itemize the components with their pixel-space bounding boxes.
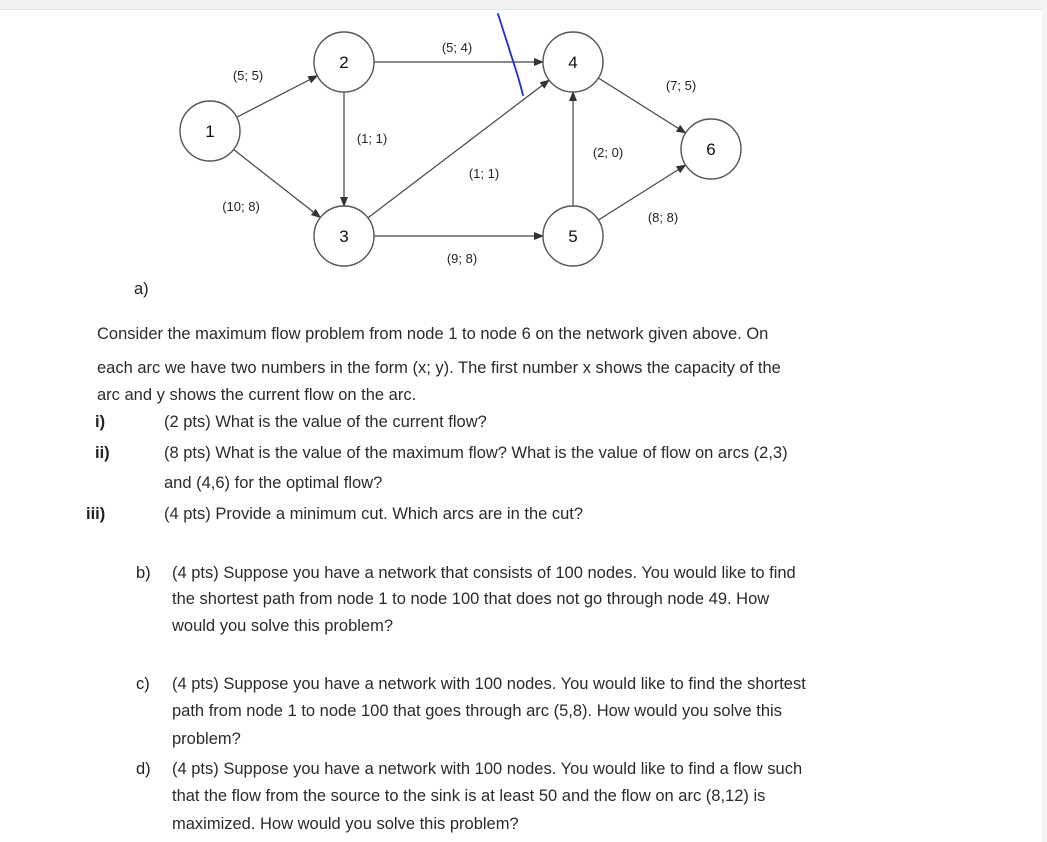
node-1 xyxy=(180,101,240,161)
node-label: 1 xyxy=(205,122,215,141)
network-diagram xyxy=(0,0,1047,300)
part-a-intro-line-1: Consider the maximum flow problem from node 1 to node 6 on the network given above. On xyxy=(97,325,769,343)
part-a-intro-line-2: each arc we have two numbers in the form (x; y). The first number x shows the capacity of the xyxy=(97,359,781,377)
node-label: 5 xyxy=(568,227,578,246)
part-a-intro-line-3: arc and y shows the current flow on the arc. xyxy=(97,386,417,404)
node-label: 6 xyxy=(706,140,716,159)
node-2 xyxy=(314,32,374,92)
node-label: 2 xyxy=(339,53,349,72)
part-d-line-1: (4 pts) Suppose you have a network with 100 nodes. You would like to find a flow such xyxy=(172,760,803,778)
node-label: 4 xyxy=(568,53,578,72)
part-a-label: a) xyxy=(134,280,149,298)
question-i-text: (2 pts) What is the value of the current flow? xyxy=(164,413,487,431)
part-d-label: d) xyxy=(136,760,151,778)
part-c-line-2: path from node 1 to node 100 that goes through arc (5,8). How would you solve this xyxy=(172,702,782,720)
part-b-line-2: the shortest path from node 1 to node 100 that does not go through node 49. How xyxy=(172,590,770,608)
question-iii-label: iii) xyxy=(86,505,106,523)
arc-label-1-3: (10; 8) xyxy=(222,199,260,214)
part-b-line-1: (4 pts) Suppose you have a network that consists of 100 nodes. You would like to find xyxy=(172,564,796,582)
nodes-layer xyxy=(180,32,741,266)
question-i-label: i) xyxy=(95,413,106,431)
question-ii-label: ii) xyxy=(95,444,110,462)
node-5 xyxy=(543,206,603,266)
arc-label-5-4: (2; 0) xyxy=(592,145,624,160)
arc-3-4 xyxy=(368,80,549,218)
node-6 xyxy=(681,119,741,179)
node-4 xyxy=(543,32,603,92)
arc-label-3-5: (9; 8) xyxy=(446,251,478,266)
arc-label-2-3: (1; 1) xyxy=(356,131,388,146)
part-c-label: c) xyxy=(136,675,150,693)
arc-label-3-4: (1; 1) xyxy=(468,166,500,181)
handwritten-cut-mark xyxy=(498,14,523,95)
node-label: 3 xyxy=(339,227,349,246)
part-c-line-1: (4 pts) Suppose you have a network with 100 nodes. You would like to find the shortest xyxy=(172,675,806,693)
arc-label-5-6: (8; 8) xyxy=(647,210,679,225)
part-d-line-3: maximized. How would you solve this problem? xyxy=(172,815,519,833)
edge-labels-layer xyxy=(222,40,696,266)
node-3 xyxy=(314,206,374,266)
part-c-line-3: problem? xyxy=(172,730,241,748)
part-b-label: b) xyxy=(136,564,151,582)
question-iii-text: (4 pts) Provide a minimum cut. Which arcs are in the cut? xyxy=(164,505,584,523)
arc-label-2-4: (5; 4) xyxy=(441,40,473,55)
question-ii-text-line-1: (8 pts) What is the value of the maximum flow? What is the value of flow on arcs (2,3) xyxy=(164,444,788,462)
part-d-line-2: that the flow from the source to the sink is at least 50 and the flow on arc (8,12) is xyxy=(172,787,766,805)
question-ii-text-line-2: and (4,6) for the optimal flow? xyxy=(164,474,383,492)
part-b-line-3: would you solve this problem? xyxy=(172,617,394,635)
arc-label-4-6: (7; 5) xyxy=(665,78,697,93)
arc-label-1-2: (5; 5) xyxy=(232,68,264,83)
